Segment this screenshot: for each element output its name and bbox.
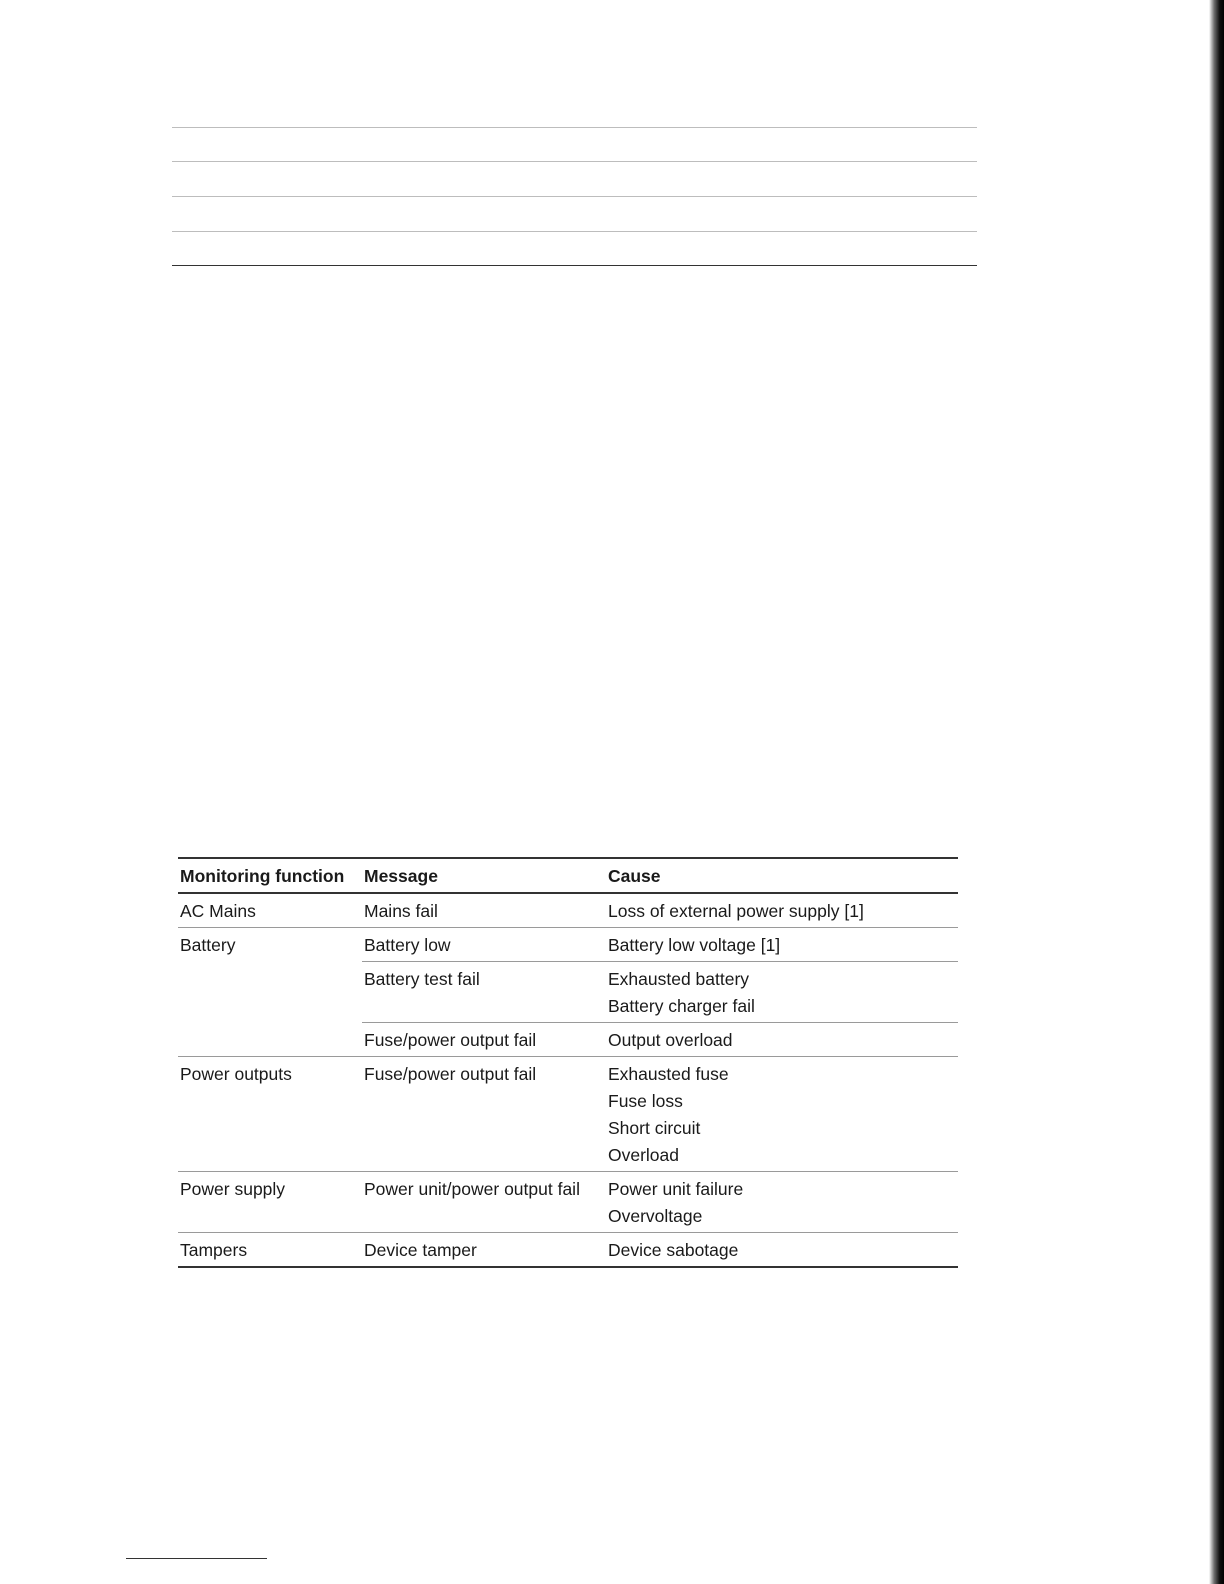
function-cell: Battery <box>180 935 236 955</box>
table-bottom-rule <box>172 265 977 266</box>
table-rule <box>172 196 977 197</box>
cause-text: Exhausted battery <box>608 969 750 989</box>
message-cell: Power unit/power output fail <box>362 1172 606 1233</box>
cause-cell <box>606 962 958 1023</box>
function-cell: Power outputs <box>178 1057 362 1172</box>
message-cell: Battery low <box>362 928 606 962</box>
cause-cell <box>606 1023 958 1057</box>
cause-text: Output overload <box>608 1030 733 1050</box>
table-rule <box>172 161 977 162</box>
header-message: Message <box>362 858 606 893</box>
table-rule <box>172 231 977 232</box>
message-cell: Device tamper <box>362 1233 606 1268</box>
table-row <box>178 1057 958 1172</box>
cause-cell <box>606 1233 958 1268</box>
table-row <box>178 928 958 962</box>
table-rule <box>172 127 977 128</box>
cause-text: Overload <box>608 1145 680 1165</box>
function-cell: Power supply <box>178 1172 362 1233</box>
page-edge-shadow <box>1209 0 1224 1584</box>
table-row <box>178 962 958 1023</box>
table-header-row <box>178 858 958 893</box>
table-row <box>178 1172 958 1233</box>
header-monitoring-function: Monitoring function <box>178 858 362 893</box>
cause-text: Exhausted fuse <box>608 1064 729 1084</box>
table-row <box>178 1233 958 1268</box>
message-cell: Battery test fail <box>362 962 606 1023</box>
cause-cell <box>606 1057 958 1172</box>
message-cell: Mains fail <box>362 893 606 928</box>
cause-text: Device sabotage <box>608 1240 739 1260</box>
cause-cell <box>606 893 958 928</box>
footnote-separator <box>126 1558 267 1559</box>
function-cell: AC Mains <box>178 893 362 928</box>
monitoring-table <box>178 857 958 1268</box>
header-cause: Cause <box>606 858 958 893</box>
cause-text: Battery low voltage [1] <box>608 935 781 955</box>
cause-cell <box>606 928 958 962</box>
cause-text: Fuse loss <box>608 1091 683 1111</box>
function-cell <box>178 1023 362 1057</box>
table-row <box>178 1023 958 1057</box>
cause-text: Short circuit <box>608 1118 701 1138</box>
cause-cell <box>606 1172 958 1233</box>
message-cell: Fuse/power output fail <box>362 1023 606 1057</box>
function-cell <box>178 962 362 1023</box>
table-row <box>178 893 958 928</box>
function-cell: Tampers <box>178 1233 362 1268</box>
empty-ruled-table <box>172 127 977 267</box>
cause-text: Battery charger fail <box>608 996 755 1016</box>
cause-text: Power unit failure <box>608 1179 744 1199</box>
message-cell: Fuse/power output fail <box>362 1057 606 1172</box>
cause-text: Loss of external power supply [1] <box>608 901 864 921</box>
cause-text: Overvoltage <box>608 1206 703 1226</box>
